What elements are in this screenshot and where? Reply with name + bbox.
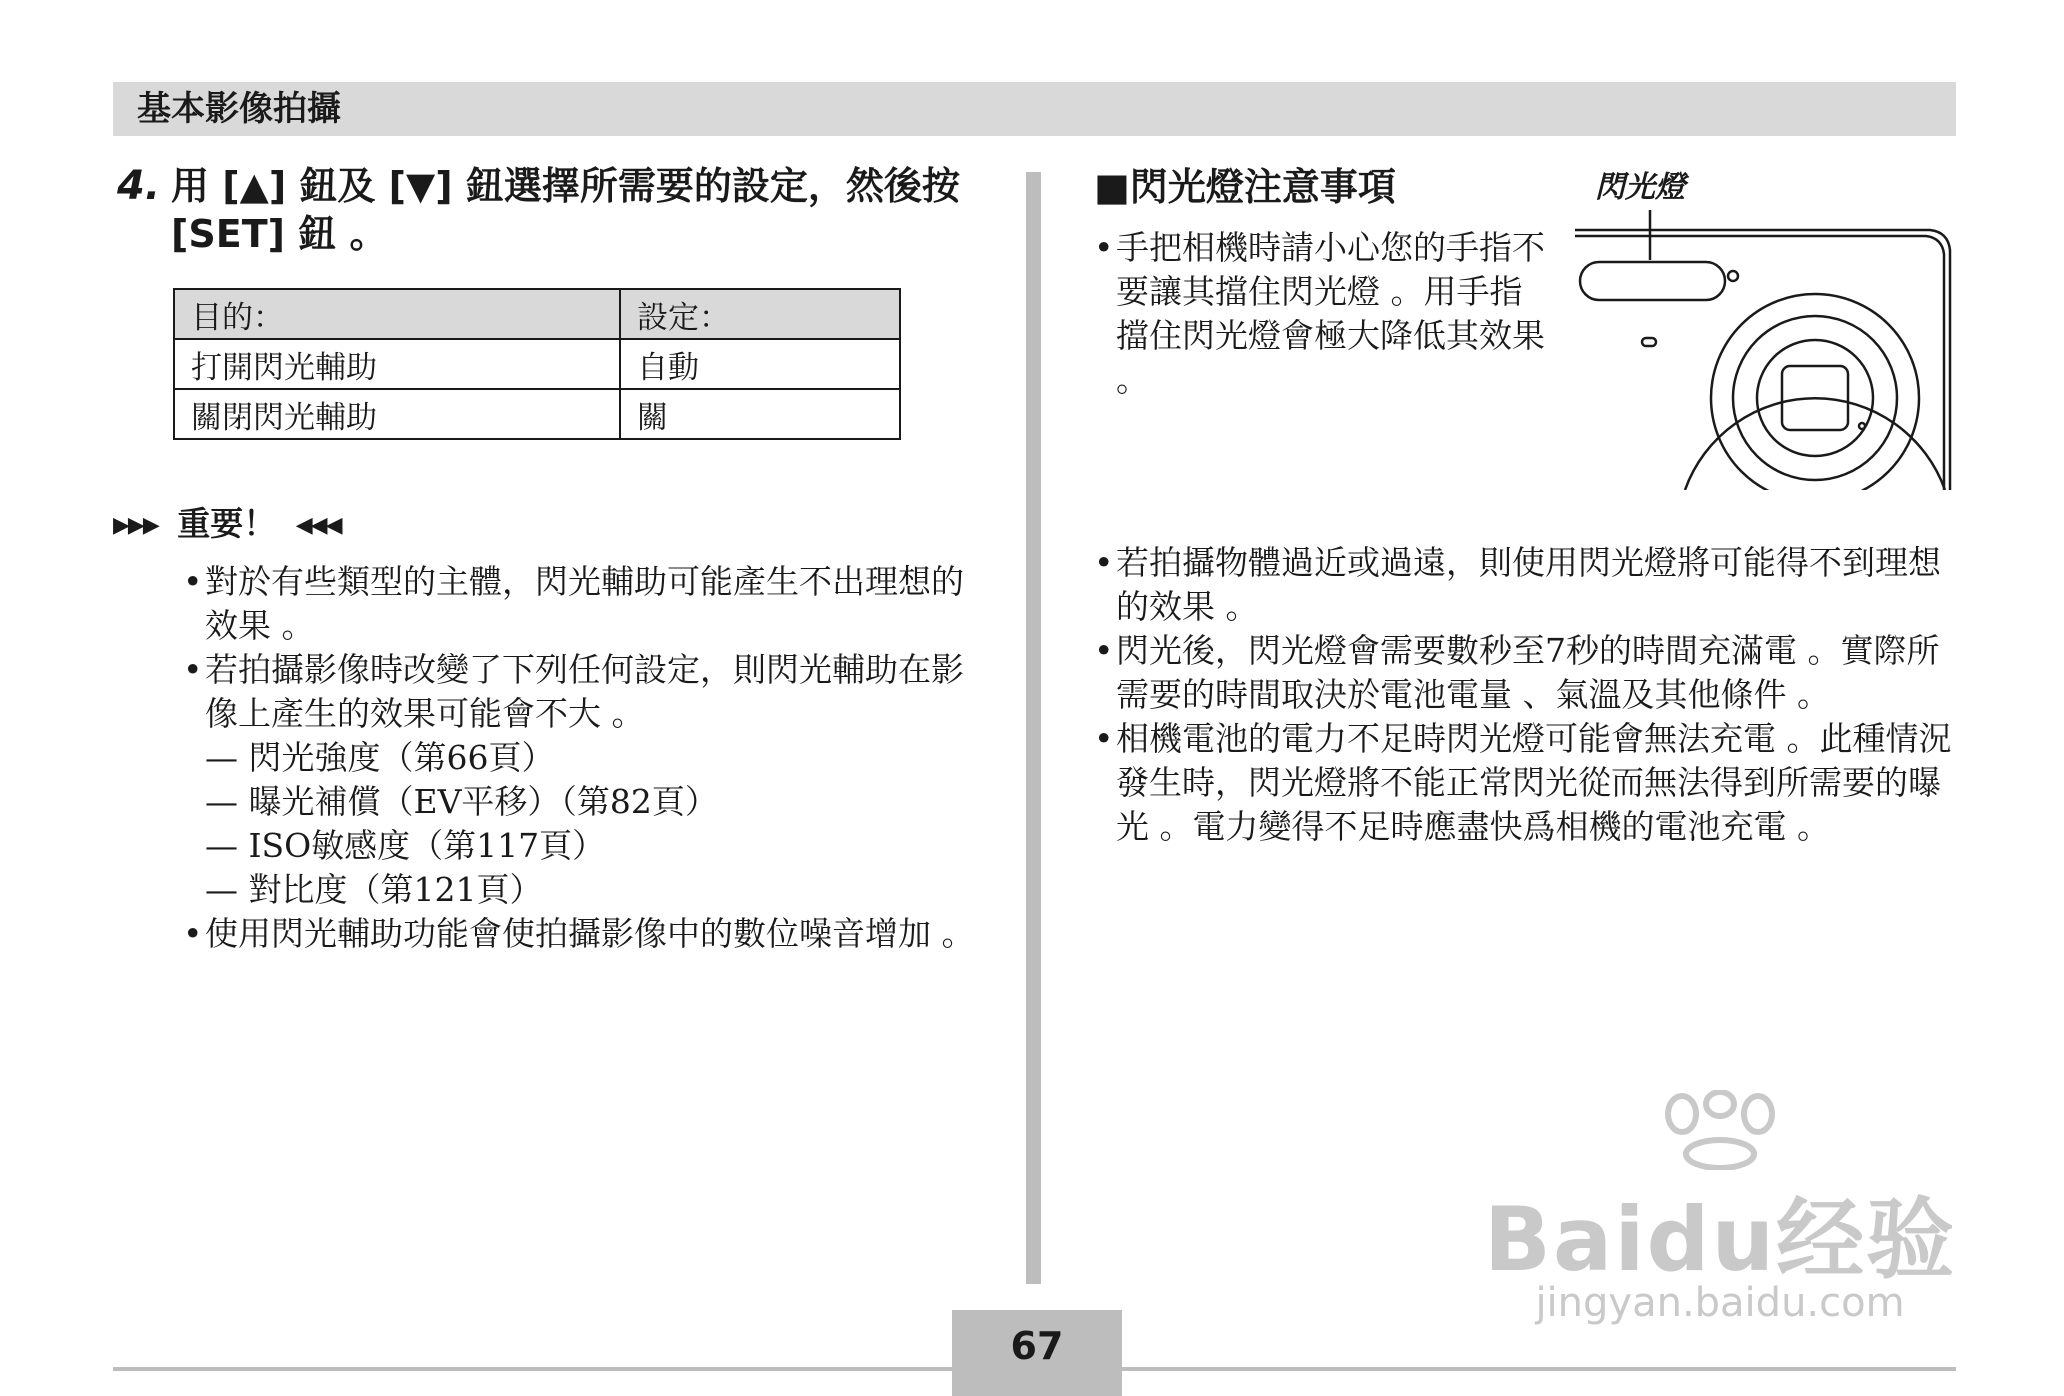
column-divider	[1026, 172, 1041, 1284]
list-subitem: — 對比度（第121頁）	[205, 870, 543, 909]
step-number: 4.	[117, 163, 161, 209]
list-item: • 相機電池的電力不足時閃光燈可能會無法充電 。此種情況發生時，閃光燈將不能正常閃光從而無法得到所需要的曝光 。電力變得不足時應盡快爲相機的電池充電 。	[1094, 717, 1964, 849]
list-item: • 使用閃光輔助功能會使拍攝影像中的數位噪音增加 。	[183, 912, 983, 956]
left-arrows-icon: ◀◀◀	[295, 513, 341, 538]
paw-icon	[1620, 1090, 1820, 1170]
table-cell-setting: 關	[620, 389, 900, 439]
table-header-row	[174, 289, 900, 339]
list-item: • 閃光後，閃光燈會需要數秒至7秒的時間充滿電 。實際所需要的時間取決於電池電量 、氣溫及其他條件 。	[1094, 629, 1964, 717]
table-row	[174, 339, 900, 389]
list-item: • 手把相機時請小心您的手指不要讓其擋住閃光燈 。用手指擋住閃光燈會極大降低其效果 。	[1094, 226, 1554, 402]
flash-figure-label: 閃光燈	[1595, 170, 1685, 205]
list-subitem: — 閃光強度（第66頁）	[205, 738, 555, 777]
important-heading	[113, 502, 341, 548]
flash-intro-list	[1094, 226, 1554, 402]
flash-cautions-list	[1094, 541, 1964, 849]
table-row	[174, 389, 900, 439]
step-text: 用 [▲] 鈕及 [▼] 鈕選擇所需要的設定，然後按 [SET] 鈕 。	[171, 164, 960, 256]
list-item: • 若拍攝影像時改變了下列任何設定，則閃光輔助在影像上產生的效果可能會不大 。	[183, 648, 983, 736]
baidu-watermark	[1470, 1090, 1970, 1330]
watermark-brand: Baidu经验	[1483, 1188, 1957, 1291]
table-header-purpose: 目的：	[174, 289, 620, 339]
table-header-setting: 設定：	[620, 289, 900, 339]
flash-caution-heading: ■閃光燈注意事項	[1094, 165, 1396, 209]
list-item: • 若拍攝物體過近或過遠，則使用閃光燈將可能得不到理想的效果 。	[1094, 541, 1964, 629]
important-title: 重要！	[177, 504, 277, 543]
camera-flash-illustration	[1570, 206, 1960, 490]
settings-table	[173, 288, 901, 440]
important-notes-list	[183, 560, 983, 956]
table-cell-purpose: 關閉閃光輔助	[174, 389, 620, 439]
table-cell-setting: 自動	[620, 339, 900, 389]
step-instruction	[117, 162, 997, 258]
right-arrows-icon: ▶▶▶	[113, 513, 158, 538]
section-header: 基本影像拍攝	[113, 82, 1956, 136]
table-cell-purpose: 打開閃光輔助	[174, 339, 620, 389]
page-number: 67	[952, 1310, 1122, 1396]
list-subitem: — 曝光補償（EV平移）（第82頁）	[205, 782, 718, 821]
watermark-url: jingyan.baidu.com	[1535, 1280, 1905, 1326]
list-item: • 對於有些類型的主體，閃光輔助可能產生不出理想的效果 。	[183, 560, 983, 648]
list-subitem: — ISO敏感度（第117頁）	[205, 826, 606, 865]
